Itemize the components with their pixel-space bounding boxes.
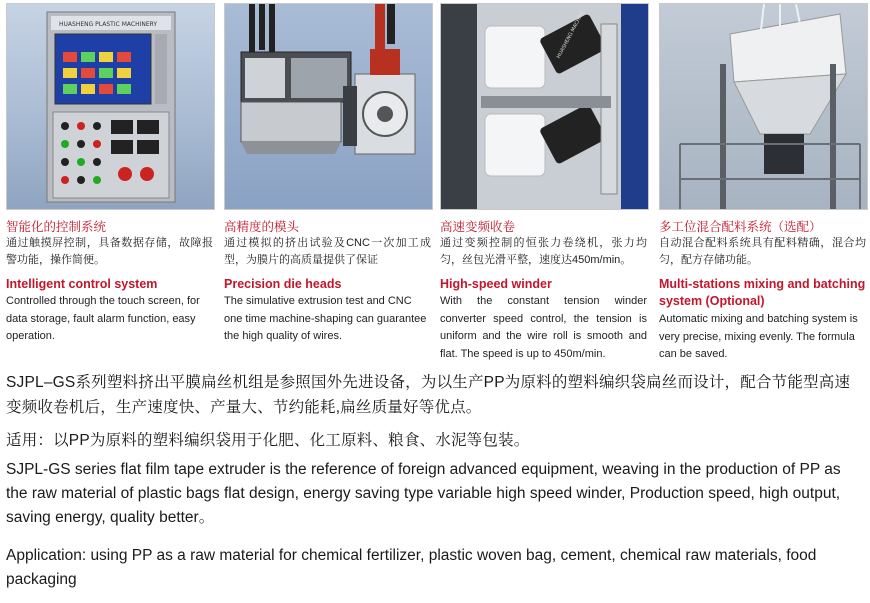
application-paragraph-cn: 适用：以PP为原料的塑料编织袋用于化肥、化工原料、粮食、水泥等包装。 [6,432,530,449]
feature-cn-description: 自动混合配料系统具有配料精确，混合均匀，配方存储功能。 [659,237,866,266]
winder-photo [440,3,649,210]
mixing-station-illustration [660,4,867,209]
screen-brand-label: HUASHENG PLASTIC MACHINERY [59,21,158,28]
touch-screen-panel-illustration [7,4,214,209]
feature-cn-description: 通过变频控制的恒张力卷绕机，张力均匀，丝包光滑平整，速度达450m/min。 [440,237,647,266]
feature-cn-title: 高速变频收卷 [440,220,516,234]
intro-paragraph-cn: SJPL–GS系列塑料挤出平膜扁丝机组是参照国外先进设备，为以生产PP为原料的塑料编织袋扁丝而设计，配合节能型高速变频收卷机后，生产速度快、产量大、节约能耗,扁丝质量好等优点。 [6,374,851,416]
feature-cn-title: 高精度的模头 [224,220,300,234]
application-paragraph-en: Application: using PP as a raw material for chemical fertilizer, plastic woven bag, cement, chemical raw materials, food packaging [6,547,817,588]
die-head-illustration [225,4,432,209]
feature-cn-description: 通过模拟的挤出试验及CNC一次加工成型，为膜片的高质量提供了保证 [224,237,431,266]
winder-brand-label: HUASHENG MACHINE [555,9,587,60]
mixing-station-photo [659,3,868,210]
feature-cn-title: 多工位混合配料系统（选配） [659,220,822,234]
feature-cn-description: 通过触摸屏控制，具备数据存储，故障报警功能，操作简便。 [6,237,213,266]
die-head-photo [224,3,433,210]
control-panel-photo [6,3,215,210]
feature-en-description: With the constant tension winder converter speed control, the tension is uniform and the wire roll is smooth and flat. The speed is up to 450m/min. [440,295,647,360]
feature-cn-title: 智能化的控制系统 [6,220,107,234]
intro-paragraph-en: SJPL-GS series flat film tape extruder is the reference of foreign advanced equipment, weaving in the production of PP as the raw material of plastic bags flat design, energy saving type variable high speed winder, Production speed, high output, saving energy, quality better。 [6,461,841,526]
feature-en-title: High-speed winder [440,277,552,291]
feature-en-title: Multi-stations mixing and batching system (Optional) [659,277,866,308]
feature-en-description: The simulative extrusion test and CNC one time machine-shaping can guarantee the high quality of wires. [224,295,427,342]
feature-en-description: Automatic mixing and batching system is very precise, mixing evenly. The formula can be saved. [659,313,858,360]
feature-en-title: Precision die heads [224,277,342,291]
feature-en-description: Controlled through the touch screen, for data storage, fault alarm function, easy operation. [6,295,200,342]
high-speed-winder-illustration [441,4,648,209]
feature-en-title: Intelligent control system [6,277,158,291]
